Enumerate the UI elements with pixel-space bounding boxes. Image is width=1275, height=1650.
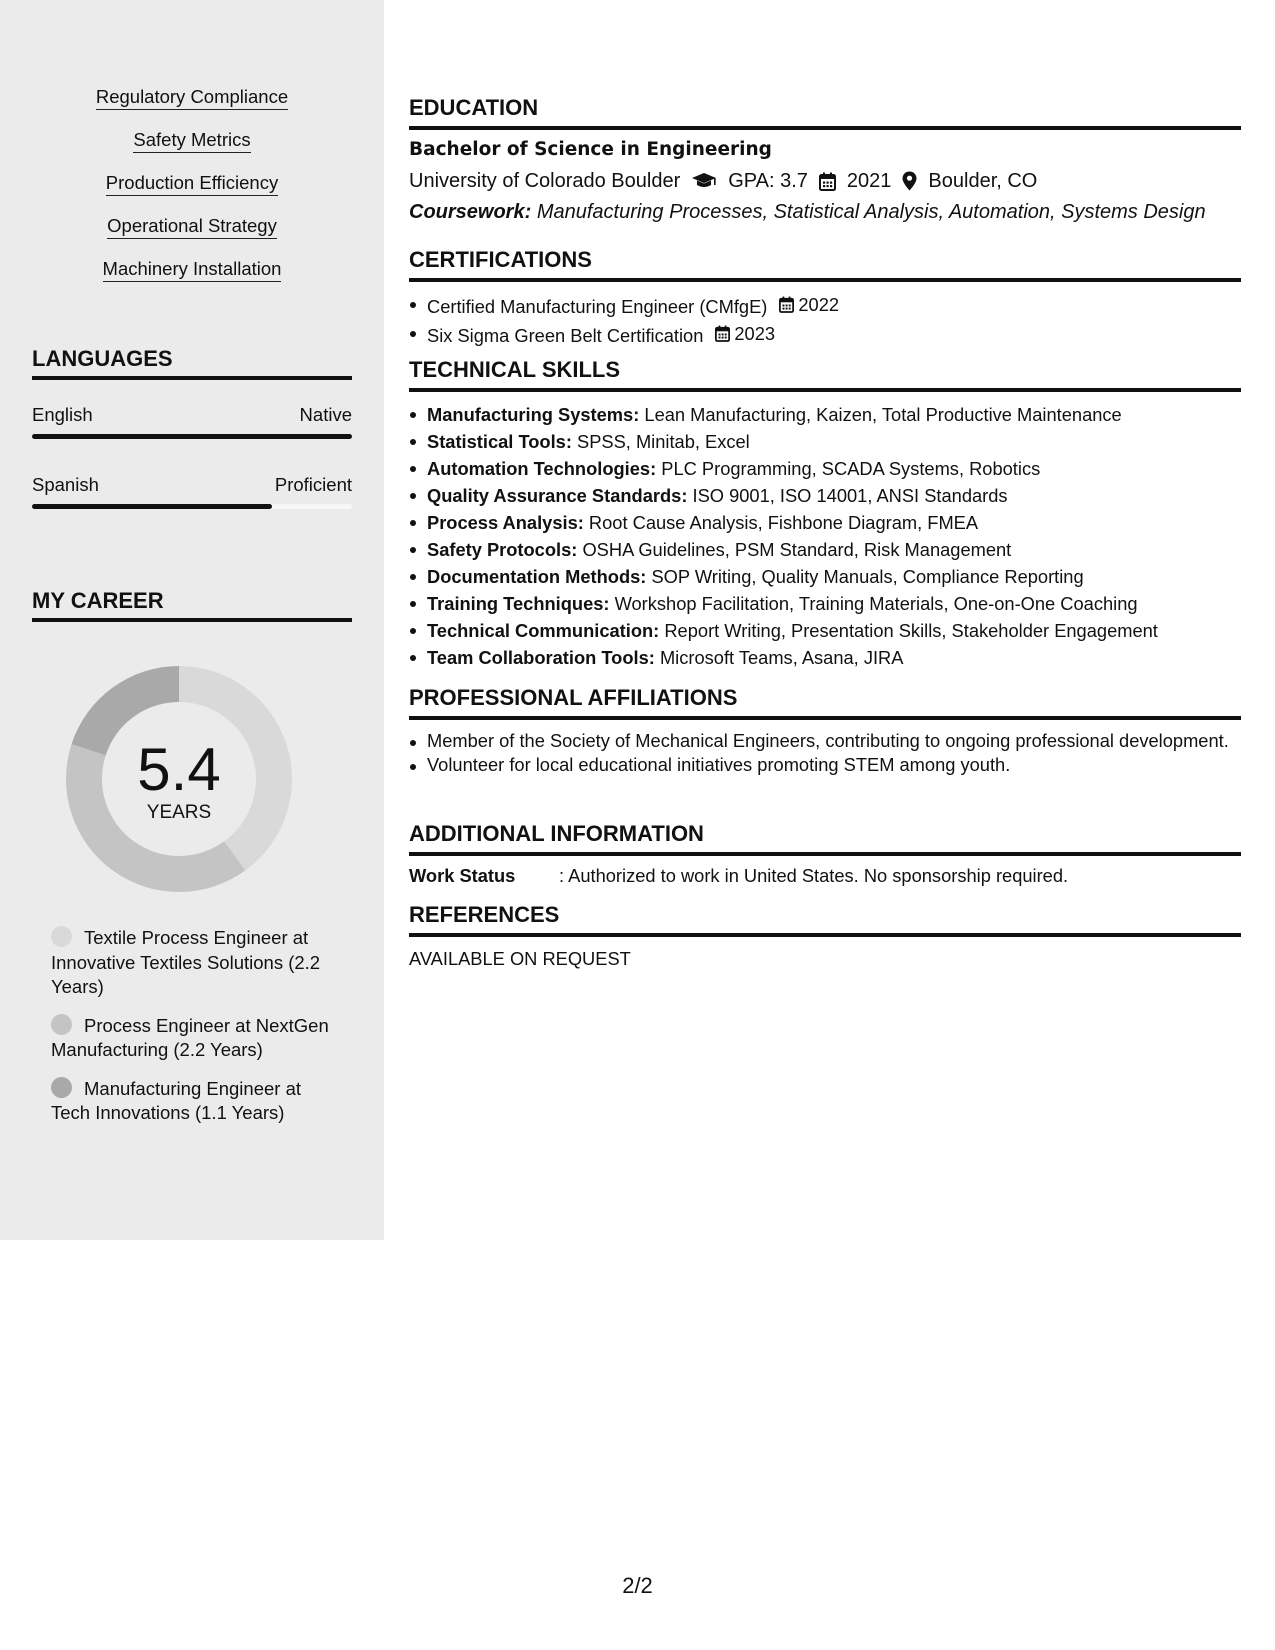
certification-year [715, 320, 775, 347]
coursework-label: Coursework: [409, 201, 532, 223]
language-proficiency-fill [32, 504, 272, 509]
career-total-years: 5.4 [137, 736, 221, 803]
skill-item: Safety Metrics [133, 129, 250, 153]
career-item-text: Manufacturing Engineer at Tech Innovations (1.1 Years) [51, 1077, 301, 1123]
degree-title: Bachelor of Science in Engineering [409, 139, 772, 160]
skill-label: Team Collaboration Tools: [427, 647, 655, 668]
certification-name: Certified Manufacturing Engineer (CMfgE) [427, 296, 768, 317]
skill-value: Lean Manufacturing, Kaizen, Total Productive Maintenance [644, 404, 1122, 425]
career-item-text: Process Engineer at NextGen Manufacturing (2.2 Years) [51, 1014, 329, 1060]
graduation-year: 2021 [846, 170, 892, 192]
skill-label: Safety Protocols: [427, 539, 578, 560]
skill-value: PLC Programming, SCADA Systems, Robotics [661, 458, 1041, 479]
career-list [51, 926, 341, 1140]
affiliations-section [409, 685, 1241, 777]
work-status-label: Work Status [409, 865, 516, 886]
career-legend-dot [51, 1077, 72, 1098]
education-heading: EDUCATION [409, 95, 1241, 130]
list-item [409, 509, 1241, 536]
skill-label: Documentation Methods: [427, 566, 647, 587]
work-status-row [409, 865, 1241, 887]
skill-label: Automation Technologies: [427, 458, 657, 479]
list-item [409, 428, 1241, 455]
language-proficiency-bar [32, 434, 352, 439]
affiliations-heading: PROFESSIONAL AFFILIATIONS [409, 685, 1241, 720]
affiliations-list [409, 729, 1241, 777]
skill-label: Manufacturing Systems: [427, 404, 640, 425]
list-item: Member of the Society of Mechanical Engineers, contributing to ongoing professional development. [409, 729, 1241, 753]
skill-value: ISO 9001, ISO 14001, ANSI Standards [692, 485, 1008, 506]
education-meta [409, 167, 1241, 195]
certification-year-text: 2022 [798, 294, 840, 315]
skill-value: Root Cause Analysis, Fishbone Diagram, FMEA [588, 512, 979, 533]
languages-heading: LANGUAGES [32, 346, 352, 380]
list-item [409, 455, 1241, 482]
technical-skills-section [409, 357, 1241, 671]
list-item [409, 291, 1241, 320]
references-heading: REFERENCES [409, 902, 1241, 937]
skill-value: Microsoft Teams, Asana, JIRA [659, 647, 904, 668]
career-item [51, 1014, 341, 1063]
gpa: GPA: 3.7 [728, 170, 808, 192]
calendar-icon [779, 296, 794, 313]
skill-label: Training Techniques: [427, 593, 610, 614]
page-number: 2/2 [622, 1573, 653, 1598]
skill-value: SPSS, Minitab, Excel [577, 431, 750, 452]
skill-item: Regulatory Compliance [96, 86, 288, 110]
work-status-value: : Authorized to work in United States. No sponsorship required. [559, 865, 1069, 886]
skill-item: Production Efficiency [106, 172, 278, 196]
language-name: Spanish [32, 474, 99, 495]
certifications-list [409, 291, 1241, 349]
language-proficiency-bar [32, 504, 352, 509]
career-years-label: YEARS [146, 802, 212, 823]
list-item [409, 320, 1241, 349]
skill-list [0, 86, 384, 301]
references-section [409, 902, 1241, 970]
list-item: Volunteer for local educational initiatives promoting STEM among youth. [409, 753, 1241, 777]
calendar-icon [715, 325, 730, 342]
certification-name: Six Sigma Green Belt Certification [427, 325, 704, 346]
skill-label: Quality Assurance Standards: [427, 485, 688, 506]
list-item [409, 482, 1241, 509]
skill-item: Operational Strategy [107, 215, 277, 239]
coursework [409, 198, 1241, 226]
language-level: Proficient [274, 474, 352, 495]
skill-label: Technical Communication: [427, 620, 660, 641]
career-item [51, 1077, 341, 1126]
language-english [32, 404, 352, 439]
skill-label: Statistical Tools: [427, 431, 572, 452]
certification-year-text: 2023 [734, 323, 776, 344]
additional-info-heading: ADDITIONAL INFORMATION [409, 821, 1241, 856]
skill-value: OSHA Guidelines, PSM Standard, Risk Management [582, 539, 1012, 560]
language-proficiency-fill [32, 434, 352, 439]
skill-value: SOP Writing, Quality Manuals, Compliance Reporting [651, 566, 1084, 587]
skill-item: Machinery Installation [103, 258, 282, 282]
language-level: Native [299, 404, 352, 425]
career-item-text: Textile Process Engineer at Innovative Textiles Solutions (2.2 Years) [51, 927, 321, 997]
technical-skills-heading: TECHNICAL SKILLS [409, 357, 1241, 392]
language-spanish [32, 474, 352, 509]
location-pin-icon [902, 171, 917, 191]
list-item [409, 617, 1241, 644]
graduation-cap-icon [691, 172, 717, 190]
career-legend-dot [51, 926, 72, 947]
additional-info-section [409, 821, 1241, 887]
skill-value: Report Writing, Presentation Skills, Stakeholder Engagement [664, 620, 1158, 641]
list-item [409, 401, 1241, 428]
list-item [409, 536, 1241, 563]
career-item [51, 926, 341, 1000]
skill-value: Workshop Facilitation, Training Materials, One-on-One Coaching [614, 593, 1138, 614]
certification-year [779, 291, 839, 318]
certifications-section [409, 247, 1241, 349]
sidebar [0, 0, 384, 1240]
certifications-heading: CERTIFICATIONS [409, 247, 1241, 282]
career-heading: MY CAREER [32, 588, 352, 622]
list-item [409, 644, 1241, 671]
technical-skills-list [409, 401, 1241, 671]
list-item [409, 590, 1241, 617]
coursework-list: Manufacturing Processes, Statistical Analysis, Automation, Systems Design [536, 201, 1206, 223]
school-name: University of Colorado Boulder [409, 170, 681, 192]
calendar-icon [819, 172, 836, 191]
education-section [409, 95, 1241, 226]
skill-label: Process Analysis: [427, 512, 584, 533]
school-location: Boulder, CO [928, 170, 1038, 192]
career-donut-chart [66, 666, 292, 892]
career-legend-dot [51, 1014, 72, 1035]
language-name: English [32, 404, 93, 425]
references-text: AVAILABLE ON REQUEST [409, 948, 631, 969]
list-item [409, 563, 1241, 590]
